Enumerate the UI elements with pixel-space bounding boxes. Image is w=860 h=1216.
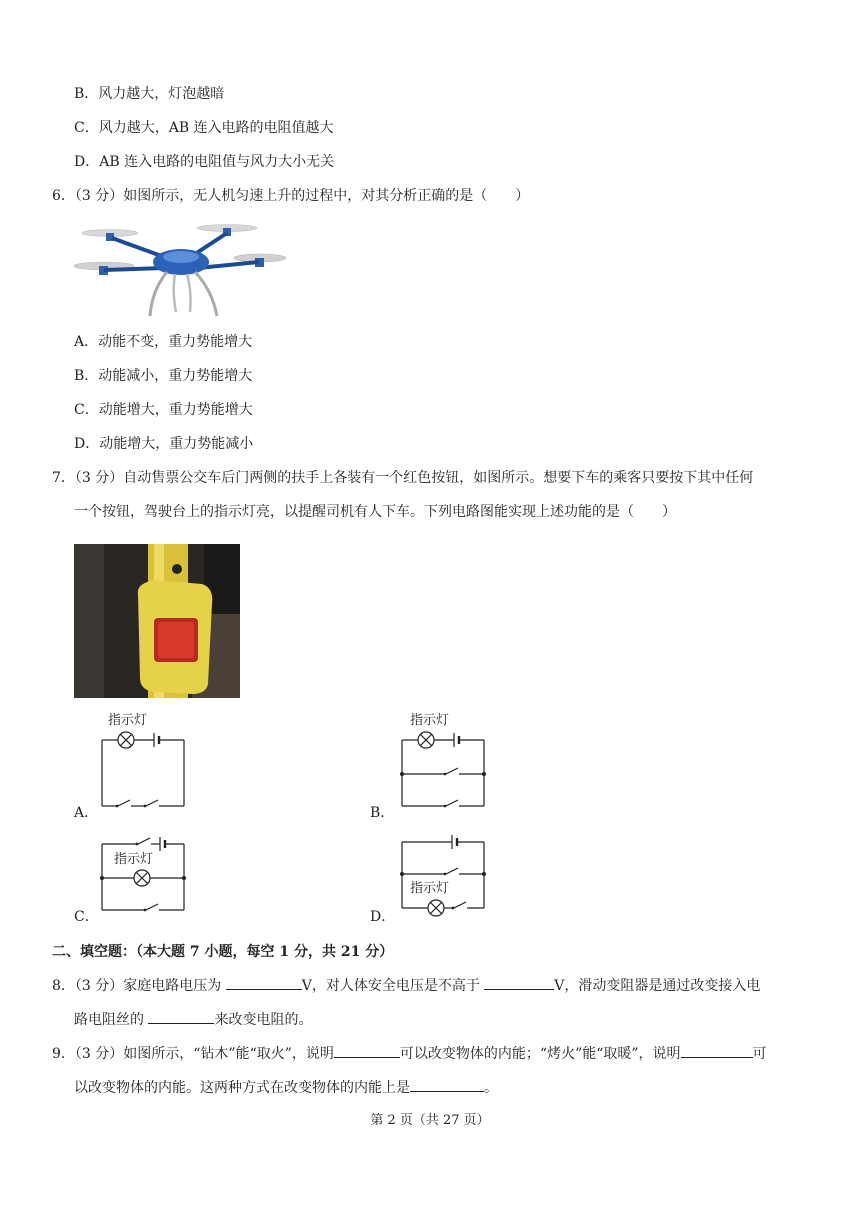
page-footer: 第 2 页（共 27 页） — [370, 1113, 490, 1128]
lamp-label: 指示灯 — [410, 881, 450, 896]
q6-option-b: B．动能减小，重力势能增大 — [74, 368, 253, 384]
q6-option-a: A．动能不变，重力势能增大 — [74, 334, 253, 350]
q8-text-4: 路电阻丝的 — [74, 1012, 149, 1028]
lamp-label: 指示灯 — [108, 713, 148, 728]
circuit-diagram-d — [396, 830, 496, 920]
q9-blank-1[interactable] — [334, 1043, 400, 1058]
q7-stem-line2: 一个按钮，驾驶台上的指示灯亮，以提醒司机有人下车。下列电路图能实现上述功能的是（ ） — [74, 504, 676, 520]
section-heading: 二、填空题：（本大题 7 小题，每空 1 分，共 21 分） — [52, 944, 394, 960]
q9-text-5: 。 — [484, 1080, 498, 1096]
q8-line1 — [52, 975, 760, 996]
q5-option-c: C．风力越大，AB 连入电路的电阻值越大 — [74, 120, 334, 136]
circuit-diagram-a — [96, 710, 196, 815]
q8-text-2: V，对人体安全电压是不高于 — [301, 978, 485, 994]
q5-option-d: D．AB 连入电路的电阻值与风力大小无关 — [74, 154, 335, 170]
q8-blank-2[interactable] — [484, 975, 554, 990]
q9-line2 — [74, 1077, 498, 1098]
q9-line1 — [52, 1043, 767, 1064]
bus-button-photo — [74, 544, 240, 698]
circuit-a-label: A． — [74, 805, 99, 821]
q8-text-3: V，滑动变阻器是通过改变接入电 — [554, 978, 761, 994]
q8-blank-3[interactable] — [148, 1009, 214, 1024]
q7-stem-line1: 7．（3 分）自动售票公交车后门两侧的扶手上各装有一个红色按钮，如图所示。想要下车的乘客只要按下其中任何 — [52, 470, 754, 486]
q6-stem: 6．（3 分）如图所示，无人机匀速上升的过程中，对其分析正确的是（ ） — [52, 188, 530, 204]
drone-image — [72, 220, 287, 320]
q8-text-1: 8．（3 分）家庭电路电压为 — [52, 978, 226, 994]
q9-text-3: 可 — [752, 1046, 767, 1062]
circuit-diagram-b — [396, 710, 496, 815]
q5-option-b: B．风力越大，灯泡越暗 — [74, 86, 225, 102]
circuit-diagram-c — [96, 830, 196, 920]
q9-text-1: 9．（3 分）如图所示，“钻木”能“取火”，说明 — [52, 1046, 334, 1062]
q6-option-c: C．动能增大，重力势能增大 — [74, 402, 253, 418]
q8-blank-1[interactable] — [226, 975, 302, 990]
lamp-label: 指示灯 — [410, 713, 450, 728]
q9-text-2: 可以改变物体的内能；“烤火”能“取暖”，说明 — [399, 1046, 681, 1062]
q8-line2 — [74, 1009, 312, 1030]
circuit-c-label: C． — [74, 909, 99, 925]
q8-text-5: 来改变电阻的。 — [214, 1012, 313, 1028]
q9-blank-2[interactable] — [681, 1043, 753, 1058]
lamp-label: 指示灯 — [114, 852, 154, 867]
circuit-d-label: D． — [370, 909, 396, 925]
q6-option-d: D．动能增大，重力势能减小 — [74, 436, 254, 452]
circuit-b-label: B． — [370, 805, 395, 821]
q9-text-4: 以改变物体的内能。这两种方式在改变物体的内能上是 — [74, 1080, 410, 1096]
q9-blank-3[interactable] — [410, 1077, 484, 1092]
